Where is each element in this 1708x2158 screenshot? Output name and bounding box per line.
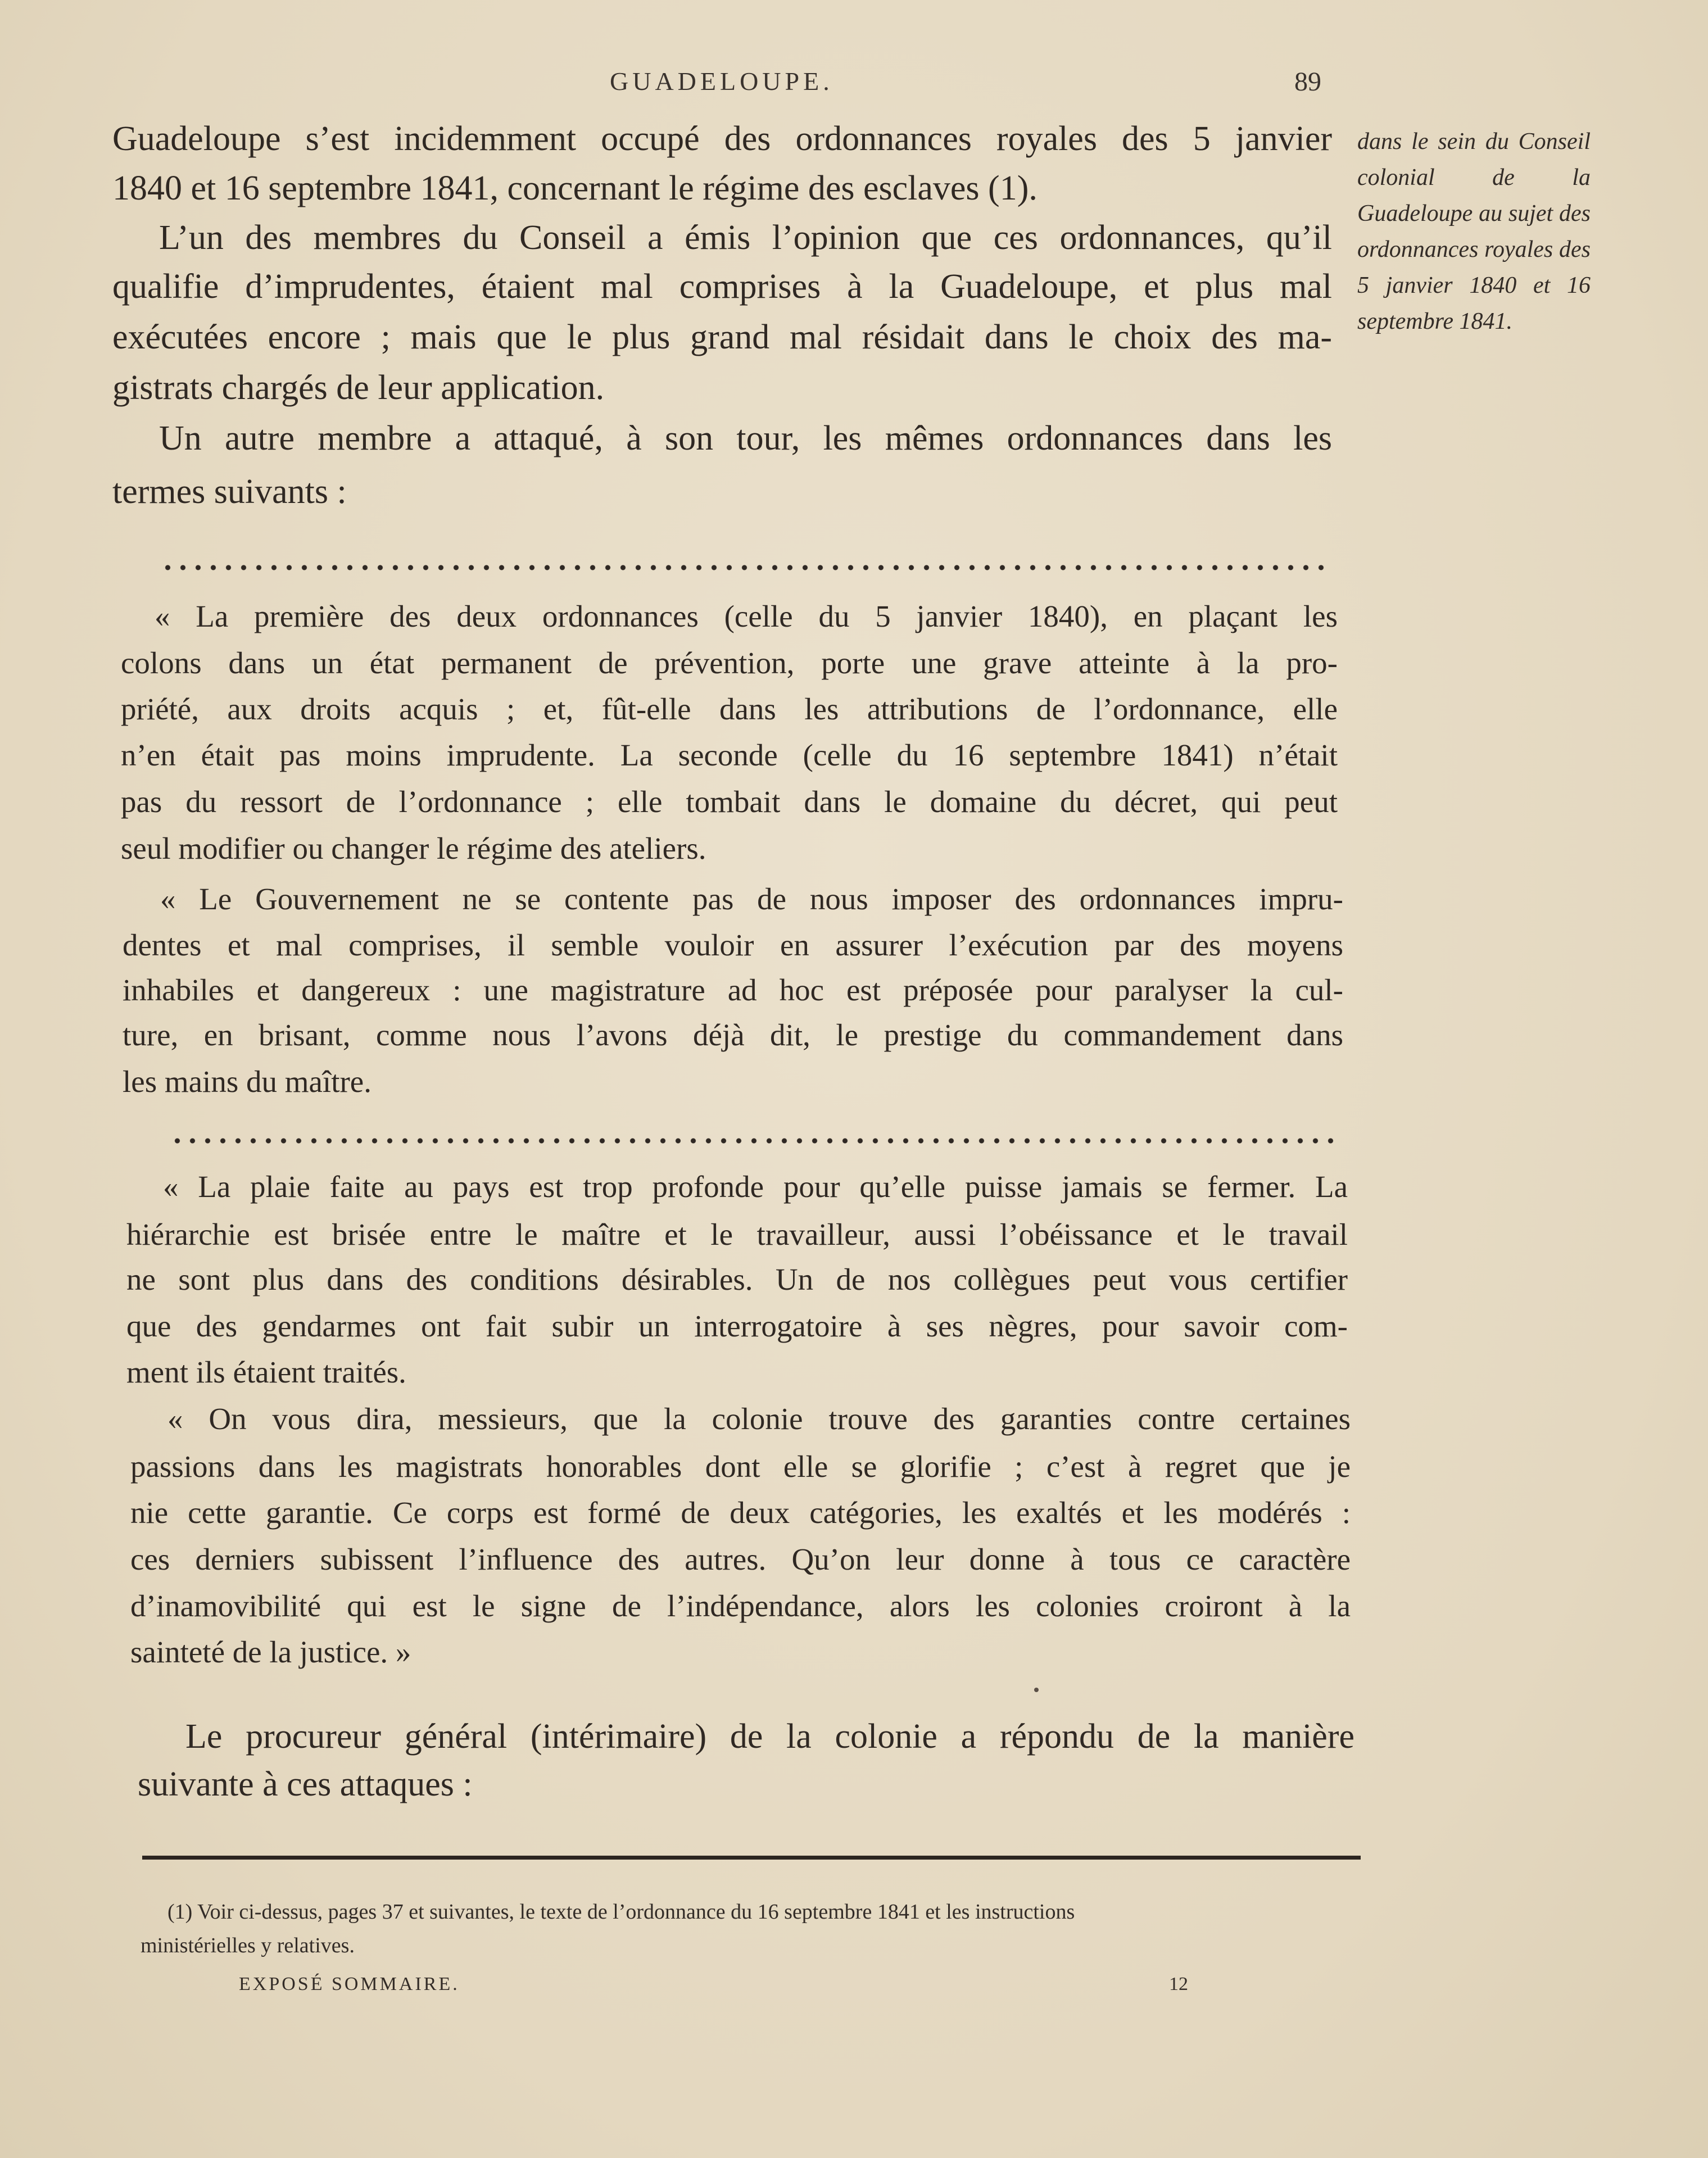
signature-mark: EXPOSÉ SOMMAIRE. (239, 1974, 460, 1994)
quote-line: n’en était pas moins imprudente. La seconde (celle du 16 septembre 1841) n’était (121, 738, 1338, 772)
quote-line: « Le Gouvernement ne se contente pas de nous imposer des ordonnances impru- (160, 882, 1343, 916)
quote-line: ment ils étaient traités. (126, 1355, 406, 1389)
body-line: gistrats chargés de leur application. (112, 369, 605, 407)
quote-line: que des gendarmes ont fait subir un interrogatoire à ses nègres, pour savoir com- (126, 1309, 1348, 1343)
quote-line: colons dans un état permanent de prévention, porte une grave atteinte à la pro- (121, 646, 1338, 680)
quote-line: d’inamovibilité qui est le signe de l’indépendance, alors les colonies croiront à la (130, 1589, 1351, 1623)
body-line: 1840 et 16 septembre 1841, concernant le régime des esclaves (1). (112, 169, 1038, 207)
body-line: Guadeloupe s’est incidemment occupé des ordonnances royales des 5 janvier (112, 120, 1332, 158)
quote-line: « La première des deux ordonnances (celle du 5 janvier 1840), en plaçant les (155, 599, 1338, 633)
page-number: 89 (1294, 67, 1321, 97)
footnote-rule (142, 1856, 1361, 1860)
footnote-line: (1) Voir ci-dessus, pages 37 et suivantes, le texte de l’ordonnance du 16 septembre 1841 et les instructions (167, 1900, 1075, 1924)
body-line: qualifie d’imprudentes, étaient mal comprises à la Guadeloupe, et plus mal (112, 268, 1332, 306)
body-line: L’un des membres du Conseil a émis l’opinion que ces ordonnances, qu’il (159, 219, 1332, 257)
quote-line: hiérarchie est brisée entre le maître et le travailleur, aussi l’obéissance et le travail (126, 1217, 1348, 1252)
quote-line: ne sont plus dans des conditions désirables. Un de nos collègues peut vous certifier (126, 1262, 1348, 1296)
quote-line: « On vous dira, messieurs, que la colonie trouve des garanties contre certaines (167, 1402, 1351, 1436)
ellipsis-divider (170, 1137, 1340, 1144)
body-line: Le procureur général (intérimaire) de la colonie a répondu de la manière (185, 1717, 1354, 1756)
quote-line: passions dans les magistrats honorables dont elle se glorifie ; c’est à regret que je (130, 1449, 1351, 1484)
quote-line: inhabiles et dangereux : une magistrature ad hoc est préposée pour paralyser la cul- (123, 973, 1343, 1007)
ellipsis-divider (160, 564, 1331, 571)
body-line: Un autre membre a attaqué, à son tour, les mêmes ordonnances dans les (159, 419, 1332, 457)
quote-line: pas du ressort de l’ordonnance ; elle tombait dans le domaine du décret, qui peut (121, 785, 1338, 819)
signature-number: 12 (1169, 1974, 1188, 1994)
body-line: termes suivants : (112, 473, 347, 511)
quote-line: nie cette garantie. Ce corps est formé de deux catégories, les exaltés et les modérés : (130, 1495, 1351, 1530)
quote-line: « La plaie faite au pays est trop profonde pour qu’elle puisse jamais se fermer. La (163, 1169, 1348, 1204)
margin-note: dans le sein du Conseil colonial de la Guadeloupe au sujet des ordonnances royales des 5 janvier 1840 et 16 septembre 1841. (1357, 129, 1591, 334)
body-line: exécutées encore ; mais que le plus grand mal résidait dans le choix des ma- (112, 318, 1332, 356)
quote-line: priété, aux droits acquis ; et, fût-elle dans les attributions de l’ordonnance, elle (121, 692, 1338, 726)
quote-line: seul modifier ou changer le régime des ateliers. (121, 831, 706, 865)
ink-speck (1034, 1688, 1039, 1692)
quote-line: ture, en brisant, comme nous l’avons déjà dit, le prestige du commandement dans (123, 1018, 1343, 1052)
quote-line: dentes et mal comprises, il semble vouloir en assurer l’exécution par des moyens (123, 928, 1343, 962)
footnote-line: ministérielles y relatives. (141, 1934, 355, 1957)
quote-line: ces derniers subissent l’influence des autres. Qu’on leur donne à tous ce caractère (130, 1542, 1351, 1576)
quote-line: sainteté de la justice. » (130, 1635, 411, 1669)
running-title: GUADELOUPE. (610, 67, 833, 96)
quote-line: les mains du maître. (123, 1064, 371, 1099)
body-line: suivante à ces attaques : (138, 1765, 473, 1803)
